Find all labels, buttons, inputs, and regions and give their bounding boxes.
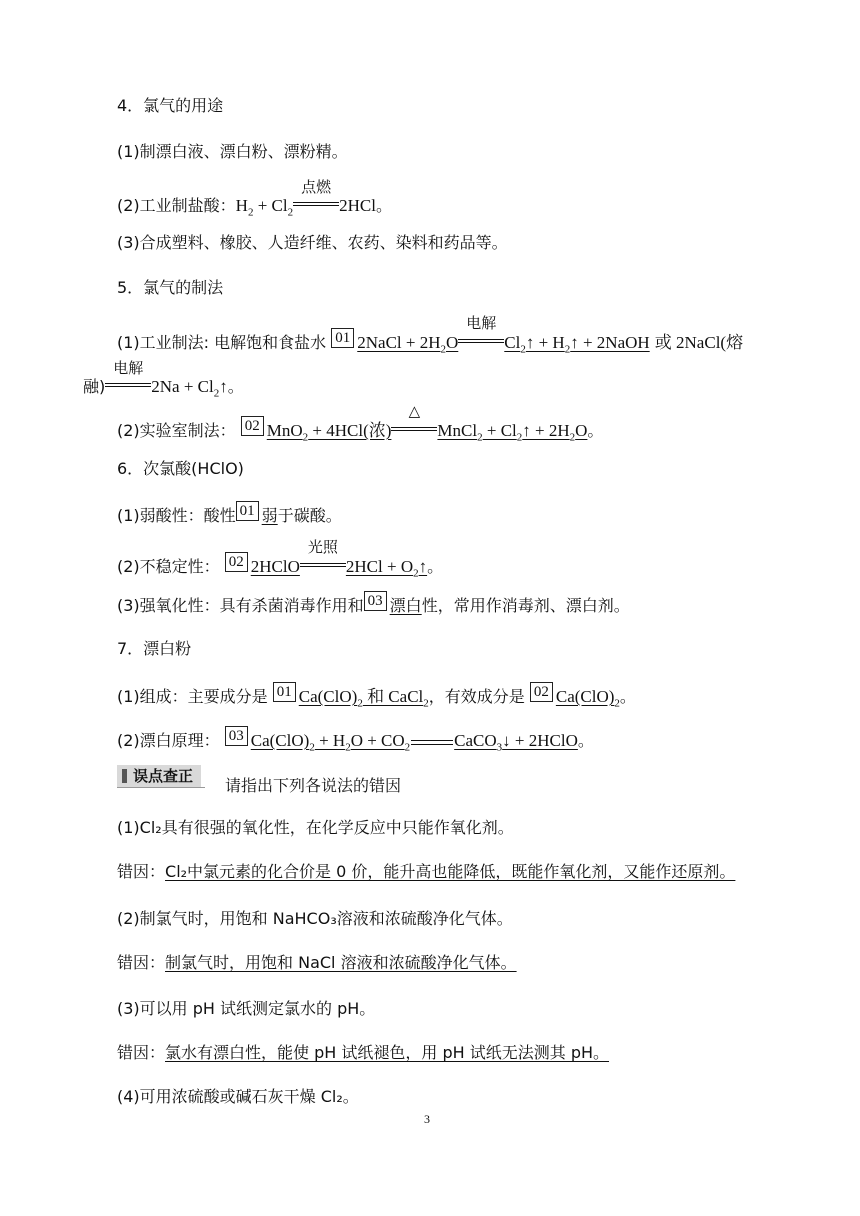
s4-line-2: (2)工业制盐酸：$H_2 + Cl_2$ 点燃 2HCl。 [117, 178, 392, 219]
s5-line-1: (1)工业制法: 电解饱和食盐水 01 2NaCl + $2H_2O$ 电解 $Cl_2↑$ + $H_2↑$ + 2NaOH 或 2NaCl(熔 [117, 316, 744, 356]
condition-heat: △ [391, 414, 437, 436]
question-1: (1)Cl₂具有很强的氧化性，在化学反应中只能作氧化剂。 [117, 818, 514, 837]
tag-prompt: 请指出下列各说法的错因 [225, 776, 402, 795]
blank-badge: 01 [273, 682, 296, 702]
s4-line-1: (1)制漂白液、漂白粉、漂粉精。 [117, 142, 348, 161]
blank-badge: 03 [364, 591, 387, 611]
blank-badge: 01 [236, 501, 259, 521]
section-6-heading: 6．次氯酸(HClO) [117, 459, 244, 478]
s5-line-1-cont: 融) 电解 $2Na + Cl_2↑$。 [83, 359, 244, 400]
s6-line-1: (1)弱酸性：酸性 01 弱于碳酸。 [117, 503, 342, 525]
question-4: (4)可用浓硫酸或碱石灰干燥 Cl₂。 [117, 1087, 359, 1106]
question-3: (3)可以用 pH 试纸测定氯水的 pH。 [117, 999, 376, 1018]
s6-line-2: (2)不稳定性： 02 2HClO 光照 $2HCl + O_2↑$。 [117, 540, 444, 580]
s5-line-2: (2)实验室制法： 02 MnO$_2$ + 4HCl(浓) △ MnCl$_2$ + $Cl_2↑ + 2H_2O$。 [117, 404, 604, 444]
s4-line-3: (3)合成塑料、橡胶、人造纤维、农药、染料和药品等。 [117, 233, 508, 252]
blank-badge: 02 [225, 552, 248, 572]
error-check-tag: 误点查正 [117, 765, 201, 787]
condition-electrolysis: 电解 [458, 326, 504, 348]
s7-line-1: (1)组成：主要成分是 01 $Ca(ClO)_2$ 和 CaCl$_2$，有效成分是 02 $Ca(ClO)_2$。 [117, 684, 636, 710]
answer-3: 错因：氯水有漂白性，能使 pH 试纸褪色，用 pH 试纸无法测其 pH。 [117, 1043, 610, 1062]
s7-line-2: (2)漂白原理： 03 $Ca(ClO)_2 + H_2O + CO_2$ CaCO$_3$↓ + 2HClO。 [117, 728, 594, 754]
condition-light: 光照 [300, 550, 346, 572]
condition-ignite: 点燃 [293, 189, 339, 211]
section-4-heading: 4．氯气的用途 [117, 96, 224, 115]
blank-badge: 01 [331, 328, 354, 348]
blank-badge: 02 [241, 416, 264, 436]
answer-2: 错因：制氯气时，用饱和 NaCl 溶液和浓硫酸净化气体。 [117, 953, 517, 972]
page-number: 3 [424, 1112, 430, 1126]
s6-line-3: (3)强氧化性：具有杀菌消毒作用和 03 漂白性，常用作消毒剂、漂白剂。 [117, 593, 630, 615]
section-7-heading: 7．漂白粉 [117, 639, 192, 658]
condition-electrolysis: 电解 [105, 370, 151, 392]
question-2: (2)制氯气时，用饱和 NaHCO₃溶液和浓硫酸净化气体。 [117, 909, 513, 928]
block-icon [122, 769, 127, 783]
answer-1: 错因：Cl₂中氯元素的化合价是 0 价，能升高也能降低，既能作氧化剂，又能作还原剂。 [117, 862, 736, 881]
blank-badge: 03 [225, 726, 248, 746]
tag-divider [117, 787, 205, 788]
blank-badge: 02 [530, 682, 553, 702]
section-5-heading: 5．氯气的制法 [117, 278, 224, 297]
